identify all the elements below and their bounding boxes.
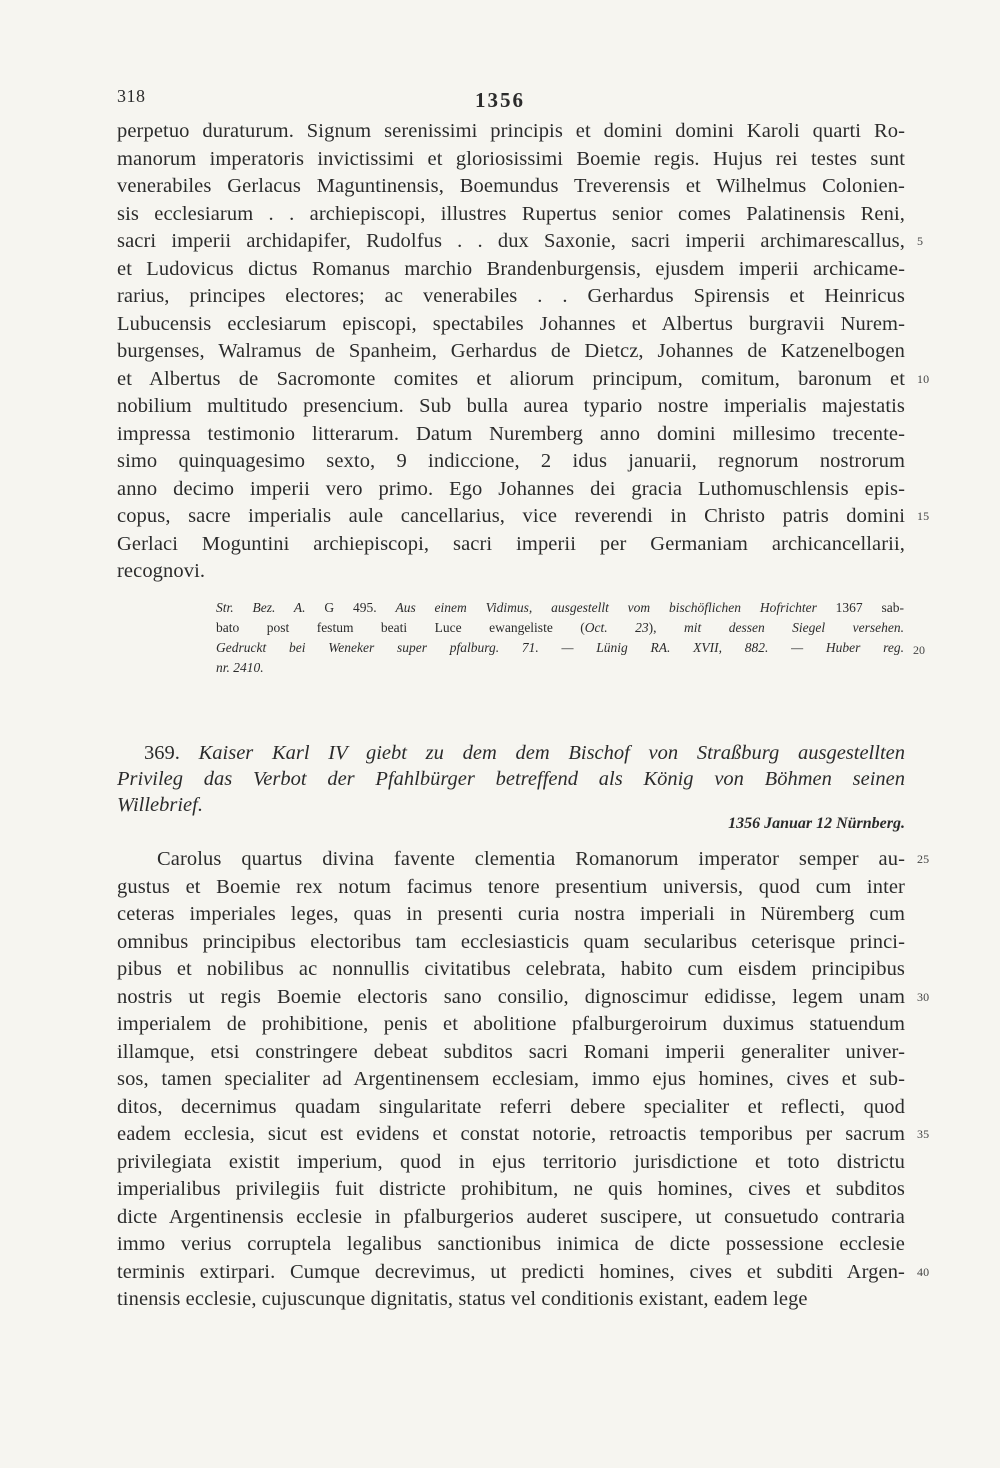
line-number: 30 bbox=[917, 989, 930, 1004]
text-line: tinensis ecclesie, cujuscunque dignitatis, status vel conditionis existant, eadem lege bbox=[117, 1288, 808, 1310]
line-number: 35 bbox=[917, 1127, 930, 1141]
note-fragment: nr. 2410. bbox=[216, 660, 264, 675]
text-line: ditos, decernimus quadam singularitate referri debere specialiter et reflecti, quod bbox=[117, 1095, 905, 1118]
text-line: gustus et Boemie rex notum facimus tenore presentium universis, quod cum inter bbox=[117, 875, 905, 898]
note-fragment: Gedruckt bei Weneker super pfalburg. 71. — Lünig RA. XVII, 882. — Huber reg. bbox=[216, 640, 904, 655]
text-line: Lubucensis ecclesiarum episcopi, spectabiles Johannes et Albertus burgravii Nurem- bbox=[117, 312, 905, 335]
text-line: nostris ut regis Boemie electoris sano consilio, dignoscimur edidisse, legem unam 30 bbox=[117, 984, 905, 1012]
text-line: et Albertus de Sacromonte comites et aliorum principum, comitum, baronum et 10 bbox=[117, 366, 905, 394]
document-number: 369. bbox=[144, 742, 180, 764]
line-number: 5 bbox=[917, 234, 924, 248]
text-line: Gerlaci Moguntini archiepiscopi, sacri imperii per Germaniam archicancellarii, bbox=[117, 532, 905, 555]
text-line: ceteras imperiales leges, quas in presenti curia nostra imperiali in Nüremberg cum bbox=[117, 903, 905, 925]
text-line: dicte Argentinensis ecclesie in pfalburgerios auderet suscipere, ut consuetudo contraria bbox=[117, 1205, 905, 1228]
text-line: imperialem de prohibitione, penis et abolitione pfalburgeroirum duximus statuendum bbox=[117, 1013, 905, 1035]
note-fragment: 1367 sab- bbox=[816, 600, 904, 615]
text-line: sis ecclesiarum . . archiepiscopi, illustres Rupertus senior comes Palatinensis Reni, bbox=[117, 202, 905, 225]
text-line: privilegiata existit imperium, quod in ejus territorio jurisdictione et toto districtu bbox=[117, 1150, 905, 1173]
text-line: perpetuo duraturum. Signum serenissimi principis et domini domini Karoli quarti Ro- bbox=[117, 120, 905, 142]
note-fragment: Str. Bez. A. bbox=[216, 600, 306, 615]
line-number: 20 bbox=[913, 643, 925, 657]
heading-line-3: Willebrief. bbox=[117, 794, 203, 816]
line-number: 40 bbox=[917, 1264, 930, 1279]
note-fragment: ), bbox=[648, 620, 684, 635]
text-line: illamque, etsi constringere debeat subditos sacri Romani imperii generaliter univer- bbox=[117, 1040, 905, 1063]
source-note bbox=[216, 598, 925, 678]
text-line: simo quinquagesimo sexto, 9 indiccione, 2 idus januarii, regnorum nostrorum bbox=[117, 450, 905, 472]
document-heading bbox=[117, 740, 905, 832]
running-head-year: 1356 bbox=[475, 88, 525, 112]
text-line: pibus et nobilibus ac nonnullis civitatibus celebrata, habito cum eisdem principibus bbox=[117, 958, 905, 980]
line-number: 25 bbox=[917, 852, 930, 866]
note-fragment: G 495. bbox=[305, 600, 396, 615]
document-date-place: 1356 Januar 12 Nürnberg. bbox=[728, 815, 905, 832]
heading-text-1: Kaiser Karl IV giebt zu dem dem Bischof von Straßburg ausgestellten bbox=[198, 742, 905, 764]
heading-line-2: Privileg das Verbot der Pfahlbürger betreffend als König von Böhmen seinen bbox=[117, 768, 905, 790]
text-line: omnibus principibus electoribus tam ecclesiasticis quam secularibus ceterisque princi- bbox=[117, 930, 905, 953]
text-line: eadem ecclesia, sicut est evidens et constat notorie, retroactis temporibus per sacrum 35 bbox=[117, 1121, 905, 1149]
note-fragment: Oct. 23 bbox=[584, 620, 649, 635]
text-line: imperialibus privilegiis fuit districte prohibitum, ne quis homines, cives et subditos bbox=[117, 1178, 905, 1200]
note-line bbox=[216, 638, 925, 658]
text-line: impressa testimonio litterarum. Datum Nuremberg anno domini millesimo trecente- bbox=[117, 422, 905, 445]
note-line bbox=[216, 618, 904, 638]
text-line: manorum imperatoris invictissimi et gloriosissimi Boemie regis. Hujus rei testes sunt bbox=[117, 147, 905, 170]
text-line: copus, sacre imperialis aule cancellarius, vice reverendi in Christo patris domini 15 bbox=[117, 503, 905, 531]
text-line: terminis extirpari. Cumque decrevimus, ut predicti homines, cives et subditi Argen- 40 bbox=[117, 1259, 905, 1287]
note-line bbox=[216, 658, 904, 678]
line-number: 10 bbox=[917, 371, 930, 386]
text-line: sacri imperii archidapifer, Rudolfus . . dux Saxonie, sacri imperii archimarescallus, 5 bbox=[117, 228, 905, 256]
text-line: burgenses, Walramus de Spanheim, Gerhardus de Dietcz, Johannes de Katzenelbogen bbox=[117, 340, 905, 362]
note-line bbox=[216, 598, 904, 618]
text-line: anno decimo imperii vero primo. Ego Johannes dei gracia Luthomuschlensis epis- bbox=[117, 477, 905, 500]
heading-line-1 bbox=[117, 740, 905, 766]
note-fragment: bato post festum beati Luce ewangeliste ( bbox=[216, 620, 585, 635]
text-line: rarius, principes electores; ac venerabiles . . Gerhardus Spirensis et Heinricus bbox=[117, 285, 905, 307]
text-line: venerabiles Gerlacus Maguntinensis, Boemundus Treverensis et Wilhelmus Colonien- bbox=[117, 175, 905, 197]
note-fragment: mit dessen Siegel versehen. bbox=[683, 620, 904, 635]
text-line: sos, tamen specialiter ad Argentinensem ecclesiam, immo ejus homines, cives et sub- bbox=[117, 1068, 905, 1090]
note-fragment: Aus einem Vidimus, ausgestellt vom bischöflichen Hofrichter bbox=[395, 600, 817, 615]
text-line: recognovi. bbox=[117, 560, 206, 582]
charter-text-continued bbox=[117, 118, 930, 586]
line-number: 15 bbox=[917, 509, 930, 523]
text-line: et Ludovicus dictus Romanus marchio Brandenburgensis, ejusdem imperii archicame- bbox=[117, 257, 905, 280]
page-number: 318 bbox=[117, 86, 146, 106]
text-line: immo verius corruptela legalibus sanctionibus inimica de dicte possessione ecclesie bbox=[117, 1233, 905, 1255]
text-line: nobilium multitudo presencium. Sub bulla aurea typario nostre imperialis majestatis bbox=[117, 395, 905, 417]
charter-text bbox=[117, 846, 930, 1314]
text-line: Carolus quartus divina favente clementia Romanorum imperator semper au- 25 bbox=[117, 846, 905, 874]
